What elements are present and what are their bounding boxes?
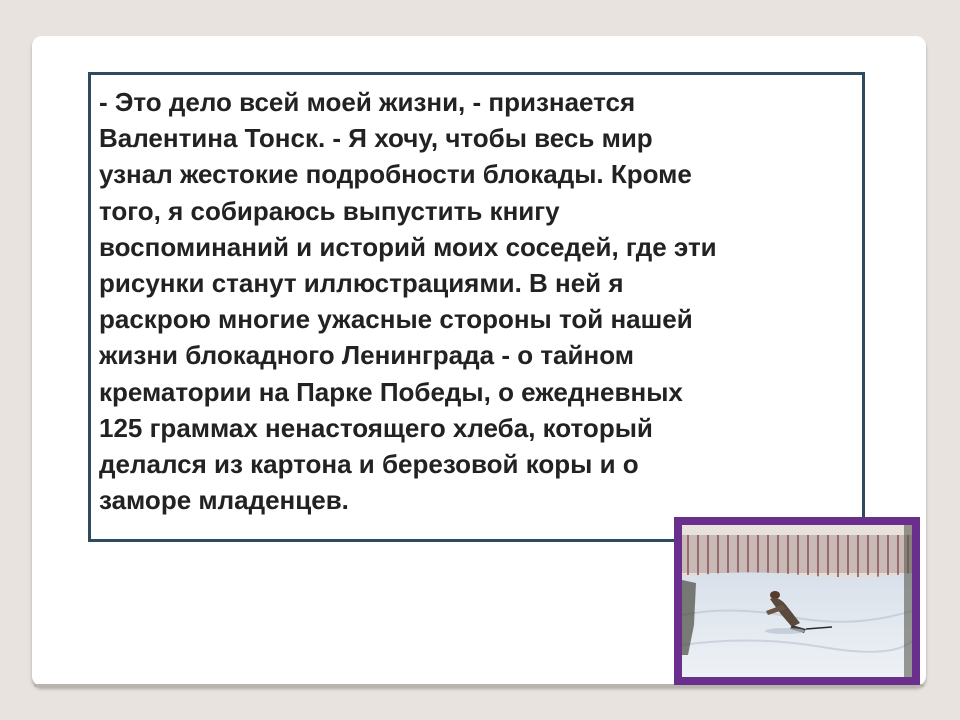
snow-field	[682, 572, 912, 677]
quote-line-3: узнал жестокие подробности блокады. Кроме	[99, 159, 692, 190]
quote-line-7: раскрою многие ужасные стороны той нашей	[99, 304, 693, 335]
quote-line-4: того, я собираюсь выпустить книгу	[99, 195, 560, 226]
blockade-drawing-image	[682, 525, 912, 677]
quote-line-11: делался из картона и березовой коры и о	[99, 449, 639, 480]
quote-line-12: заморе младенцев.	[99, 485, 349, 516]
quote-line-8: жизни блокадного Ленинграда - о тайном	[99, 340, 634, 371]
quote-line-10: 125 граммах ненастоящего хлеба, который	[99, 412, 653, 443]
drawing-photo-frame	[674, 517, 920, 685]
quote-line-5: воспоминаний и историй моих соседей, где эти	[99, 231, 717, 262]
quote-line-2: Валентина Тонск. - Я хочу, чтобы весь мир	[99, 123, 653, 154]
quote-line-9: крематории на Парке Победы, о ежедневных	[99, 376, 683, 407]
quote-line-1: - Это дело всей моей жизни, - признается	[99, 87, 636, 117]
quote-line-6: рисунки станут иллюстрациями. В ней я	[99, 268, 624, 299]
quote-text	[99, 84, 869, 518]
